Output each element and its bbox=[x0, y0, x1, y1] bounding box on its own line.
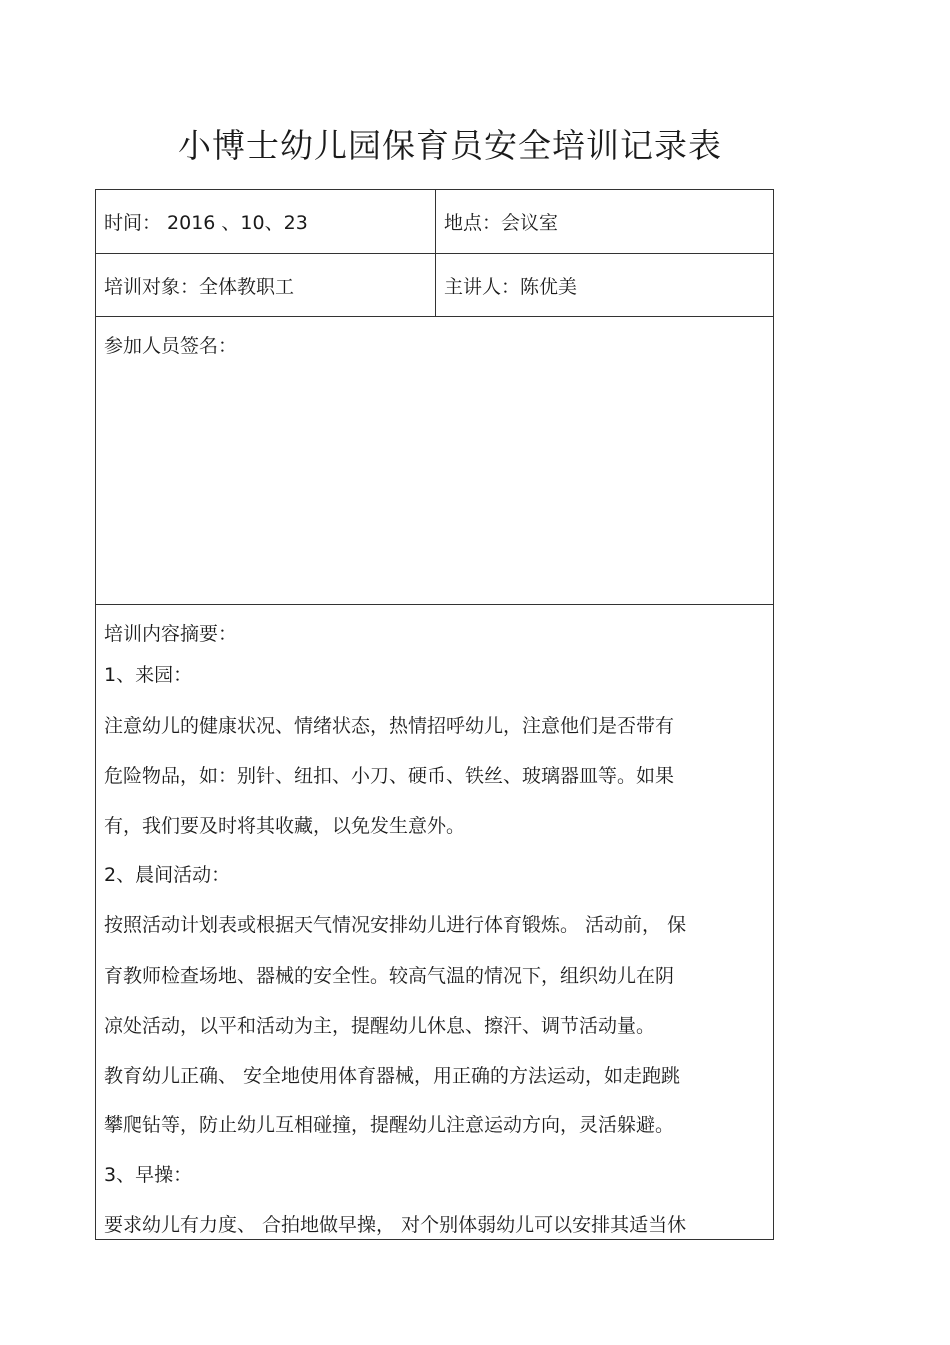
audience-cell: 培训对象：全体教职工 bbox=[96, 254, 436, 316]
summary-line: 有，我们要及时将其收藏，以免发生意外。 bbox=[104, 815, 466, 837]
info-row-audience-speaker bbox=[96, 254, 773, 317]
summary-line: 凉处活动，以平和活动为主，提醒幼儿休息、擦汗、调节活动量。 bbox=[104, 1015, 656, 1037]
summary-line: 3、早操： bbox=[104, 1164, 193, 1186]
summary-line: 危险物品，如：别针、纽扣、小刀、硬币、铁丝、玻璃器皿等。如果 bbox=[104, 765, 675, 787]
summary-line: 教育幼儿正确、 安全地使用体育器械，用正确的方法运动，如走跑跳 bbox=[104, 1065, 681, 1087]
info-row-time-location bbox=[96, 190, 773, 254]
summary-line: 1、来园： bbox=[104, 664, 193, 686]
summary-line: 要求幼儿有力度、 合拍地做早操， 对个别体弱幼儿可以安排其适当休 bbox=[104, 1214, 687, 1236]
summary-line: 攀爬钻等，防止幼儿互相碰撞，提醒幼儿注意运动方向，灵活躲避。 bbox=[104, 1114, 675, 1136]
summary-line: 按照活动计划表或根据天气情况安排幼儿进行体育锻炼。 活动前， 保 bbox=[104, 914, 687, 936]
page-title: 小博士幼儿园保育员安全培训记录表 bbox=[178, 126, 722, 165]
summary-line: 2、晨间活动： bbox=[104, 864, 231, 886]
training-record-table bbox=[95, 189, 774, 1240]
summary-line: 育教师检查场地、器械的安全性。较高气温的情况下，组织幼儿在阴 bbox=[104, 965, 675, 987]
location-cell: 地点：会议室 bbox=[444, 212, 559, 234]
signature-row bbox=[96, 317, 773, 605]
summary-heading: 培训内容摘要： bbox=[104, 623, 238, 645]
time-cell: 时间： 2016 、10、23 bbox=[96, 190, 436, 253]
summary-line: 注意幼儿的健康状况、情绪状态，热情招呼幼儿，注意他们是否带有 bbox=[104, 715, 675, 737]
speaker-cell: 主讲人：陈优美 bbox=[444, 275, 578, 298]
signature-label: 参加人员签名： bbox=[104, 335, 238, 357]
